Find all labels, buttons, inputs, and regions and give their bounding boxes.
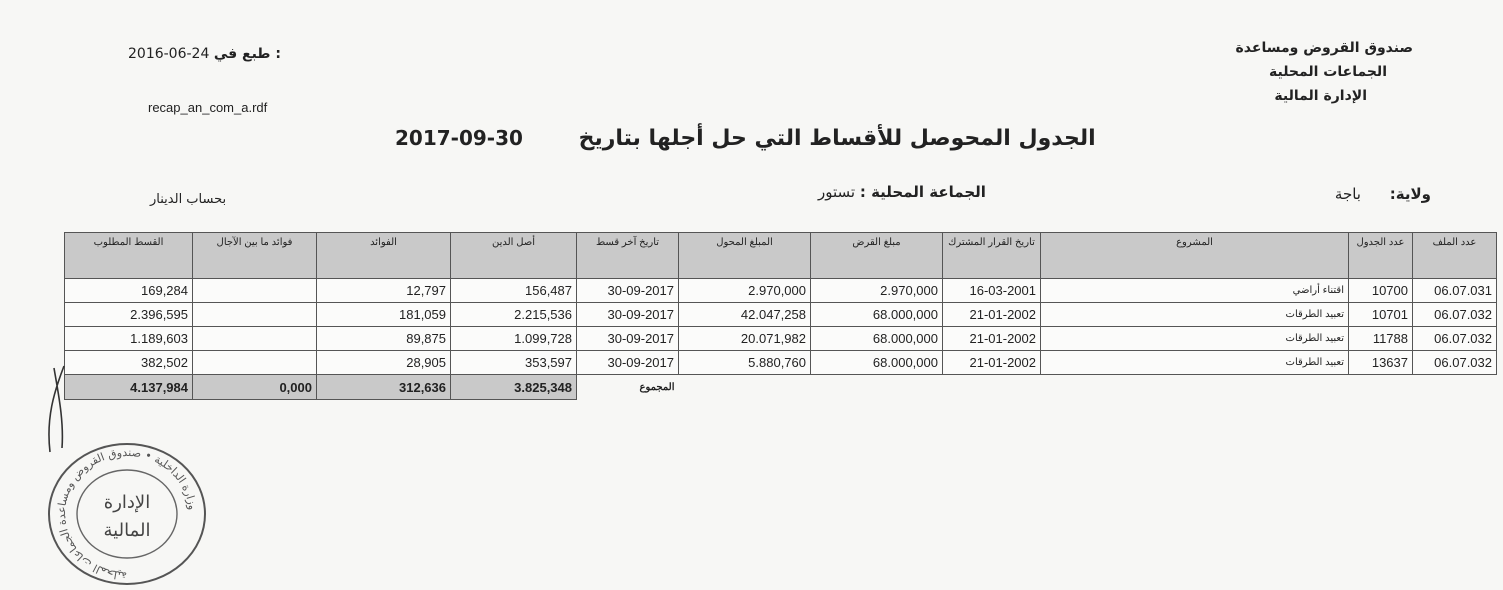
header-transferred: المبلغ المحول: [679, 233, 811, 279]
wilaya-field: [1335, 185, 1431, 203]
cell-loan: 2.970,000: [811, 279, 943, 303]
header-loan: مبلغ القرض: [811, 233, 943, 279]
wilaya-label: ولاية:: [1389, 185, 1431, 203]
table-row: [65, 279, 1497, 303]
cell-loan: 68.000,000: [811, 351, 943, 375]
org-line-3: الإدارة المالية: [1274, 88, 1367, 104]
cell-schedule: 13637: [1349, 351, 1413, 375]
stamp-center-line-2: المالية: [103, 520, 151, 541]
cell-interest: 89,875: [317, 327, 451, 351]
wilaya-value: باجة: [1334, 185, 1361, 203]
cell-interim: [193, 303, 317, 327]
commune-label: الجماعة المحلية :: [859, 183, 986, 201]
installments-table: [64, 232, 1497, 400]
cell-transferred: 20.071,982: [679, 327, 811, 351]
table-row: [65, 303, 1497, 327]
cell-interest: 28,905: [317, 351, 451, 375]
table-row: [65, 327, 1497, 351]
cell-file: 06.07.032: [1413, 327, 1497, 351]
cell-project: اقتناء أراضي: [1041, 279, 1349, 303]
document-title: [395, 126, 1115, 151]
cell-due: 169,284: [65, 279, 193, 303]
currency-note: بحساب الدينار: [150, 192, 227, 207]
report-filename: recap_an_com_a.rdf: [148, 100, 268, 115]
total-row: [65, 375, 1497, 400]
cell-decision: 21-01-2002: [943, 327, 1041, 351]
cell-principal: 156,487: [451, 279, 577, 303]
printed-date: [128, 46, 281, 62]
cell-schedule: 10701: [1349, 303, 1413, 327]
cell-project: تعبيد الطرقات: [1041, 303, 1349, 327]
cell-file: 06.07.032: [1413, 303, 1497, 327]
cell-file: 06.07.032: [1413, 351, 1497, 375]
cell-loan: 68.000,000: [811, 327, 943, 351]
cell-decision: 21-01-2002: [943, 303, 1041, 327]
total-interim: 0,000: [193, 375, 317, 400]
cell-last-date: 30-09-2017: [577, 279, 679, 303]
cell-interest: 12,797: [317, 279, 451, 303]
total-interest: 312,636: [317, 375, 451, 400]
cell-last-date: 30-09-2017: [577, 327, 679, 351]
cell-interim: [193, 279, 317, 303]
header-interim: فوائد ما بين الآجال: [193, 233, 317, 279]
cell-principal: 2.215,536: [451, 303, 577, 327]
cell-interim: [193, 351, 317, 375]
header-due: القسط المطلوب: [65, 233, 193, 279]
total-label: المجموع: [639, 381, 675, 393]
stamp-center-line-1: الإدارة: [103, 492, 151, 513]
official-stamp: [44, 440, 210, 590]
cell-last-date: 30-09-2017: [577, 303, 679, 327]
cell-due: 382,502: [65, 351, 193, 375]
cell-loan: 68.000,000: [811, 303, 943, 327]
header-principal: أصل الدين: [451, 233, 577, 279]
header-schedule: عدد الجدول: [1349, 233, 1413, 279]
table-header-row: [65, 233, 1497, 279]
cell-principal: 1.099,728: [451, 327, 577, 351]
header-decision: تاريخ القرار المشترك: [943, 233, 1041, 279]
header-interest: الفوائد: [317, 233, 451, 279]
printed-date-label: طبع في :: [213, 46, 281, 62]
cell-decision: 21-01-2002: [943, 351, 1041, 375]
cell-file: 06.07.031: [1413, 279, 1497, 303]
cell-project: تعبيد الطرقات: [1041, 327, 1349, 351]
cell-due: 1.189,603: [65, 327, 193, 351]
cell-transferred: 42.047,258: [679, 303, 811, 327]
title-date: 2017-09-30: [395, 126, 523, 150]
cell-principal: 353,597: [451, 351, 577, 375]
cell-schedule: 11788: [1349, 327, 1413, 351]
cell-project: تعبيد الطرقات: [1041, 351, 1349, 375]
commune-value: تستور: [818, 183, 856, 201]
cell-due: 2.396,595: [65, 303, 193, 327]
cell-decision: 16-03-2001: [943, 279, 1041, 303]
commune-field: [818, 183, 986, 201]
total-due: 4.137,984: [65, 375, 193, 400]
title-text: الجدول المحوصل للأقساط التي حل أجلها بتاريخ: [578, 126, 1096, 151]
org-line-2: الجماعات المحلية: [1268, 64, 1387, 80]
organization-header: [1153, 36, 1413, 108]
stamp-ring-text: وزارة الداخلية • صندوق القروض ومساعدة الجماعات المحلية: [54, 445, 199, 583]
header-last-date: تاريخ آخر قسط: [577, 233, 679, 279]
total-principal: 3.825,348: [451, 375, 577, 400]
printed-date-value: 2016-06-24: [128, 46, 210, 62]
header-project: المشروع: [1041, 233, 1349, 279]
cell-transferred: 2.970,000: [679, 279, 811, 303]
org-line-1: صندوق القروض ومساعدة: [1235, 40, 1413, 56]
cell-interim: [193, 327, 317, 351]
cell-transferred: 5.880,760: [679, 351, 811, 375]
header-file: عدد الملف: [1413, 233, 1497, 279]
cell-last-date: 30-09-2017: [577, 351, 679, 375]
table-row: [65, 351, 1497, 375]
cell-schedule: 10700: [1349, 279, 1413, 303]
cell-interest: 181,059: [317, 303, 451, 327]
